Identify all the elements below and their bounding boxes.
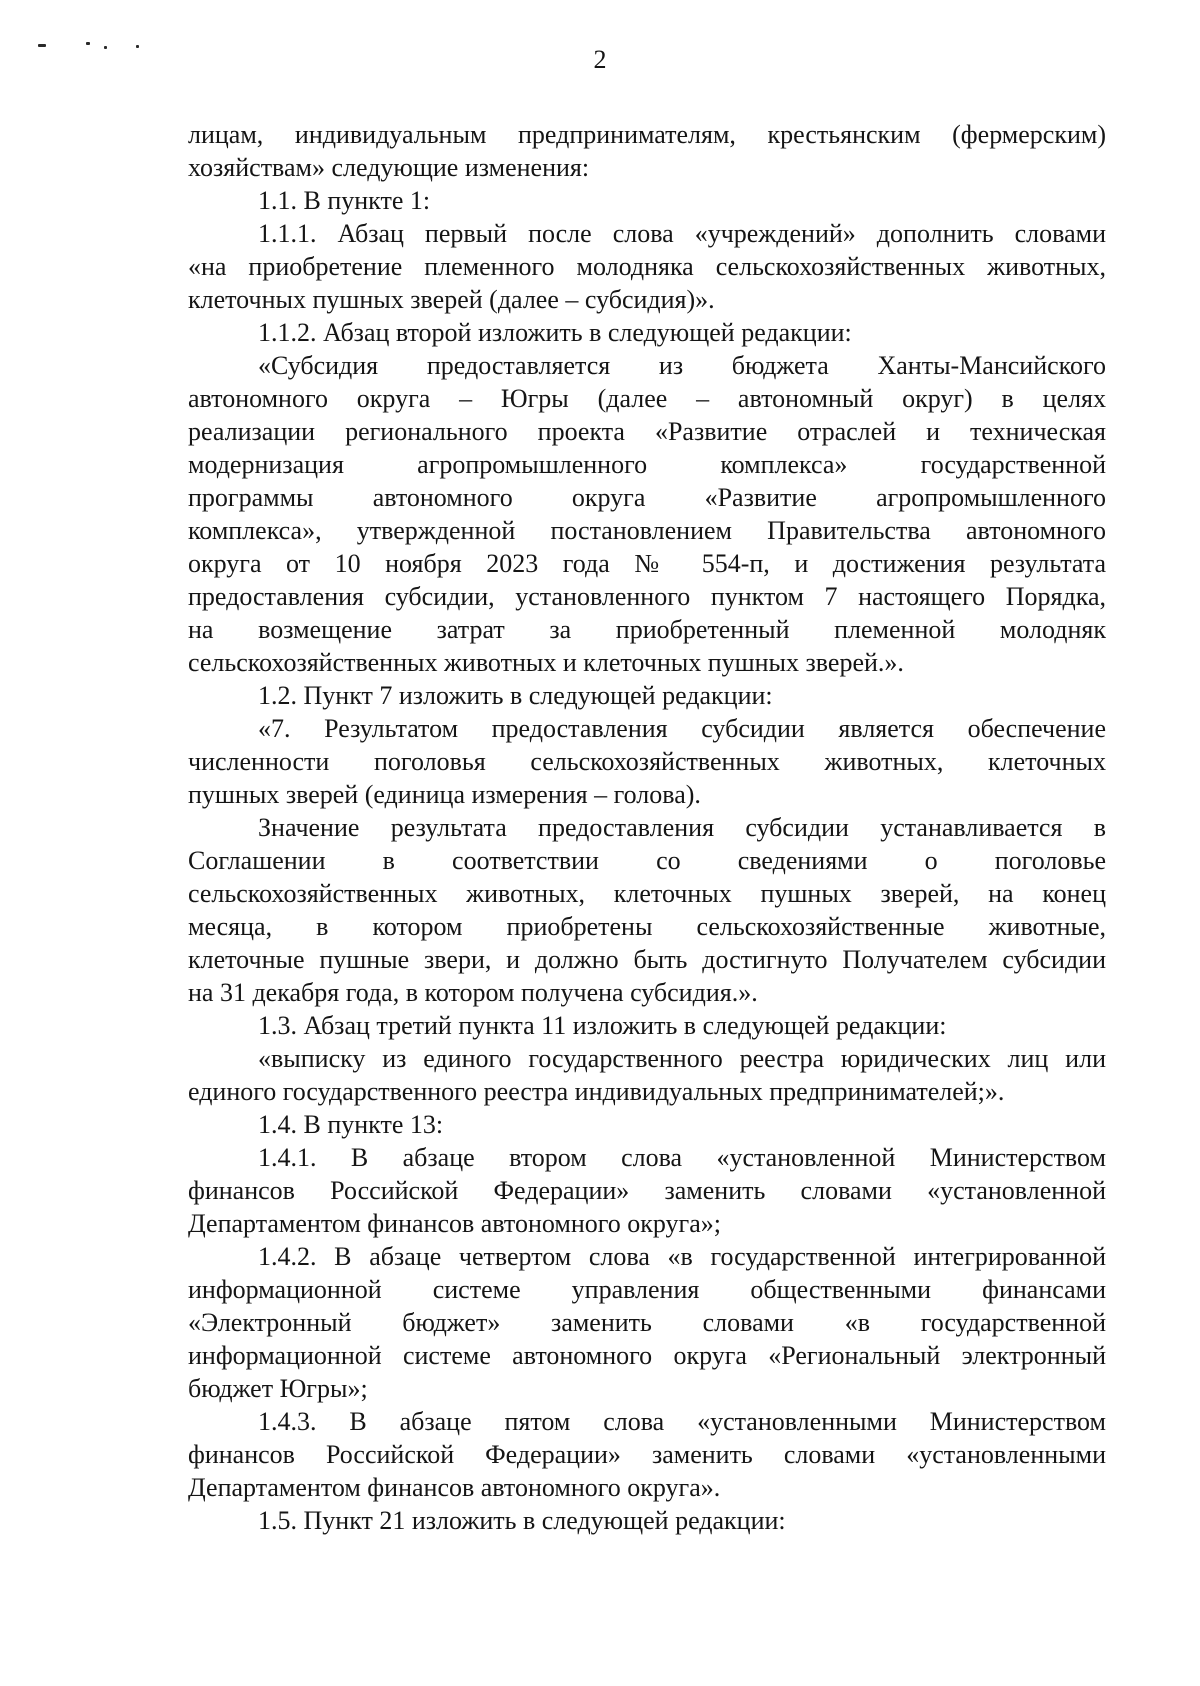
paragraph-p1-2	[188, 679, 1106, 712]
text-line: сельскохозяйственных животных и клеточных пушных зверей.».	[188, 648, 904, 677]
text-line: сельскохозяйственных животных, клеточных пушных зверей, на конец	[188, 879, 1106, 908]
paragraph-p1-4-1	[188, 1141, 1106, 1240]
paragraph-p1-3-quote	[188, 1042, 1106, 1108]
text-line: предоставления субсидии, установленного пунктом 7 настоящего Порядка,	[188, 582, 1106, 611]
text-line: автономного округа – Югры (далее – автономный округ) в целях	[188, 384, 1106, 413]
text-line: клеточные пушные звери, и должно быть достигнуто Получателем субсидии	[188, 945, 1106, 974]
text-line: 1.1. В пункте 1:	[258, 186, 431, 215]
text-line: «Субсидия предоставляется из бюджета Ханты-Мансийского	[258, 351, 1106, 380]
text-line: финансов Российской Федерации» заменить словами «установленными	[188, 1440, 1106, 1469]
text-line: комплекса», утвержденной постановлением Правительства автономного	[188, 516, 1106, 545]
text-line: «7. Результатом предоставления субсидии является обеспечение	[258, 714, 1106, 743]
text-line: месяца, в котором приобретены сельскохозяйственные животные,	[188, 912, 1106, 941]
text-line: 1.5. Пункт 21 изложить в следующей редакции:	[258, 1506, 786, 1535]
paragraph-p1-4-2	[188, 1240, 1106, 1405]
paragraph-p1-1-2-quote	[188, 349, 1106, 679]
text-line: Значение результата предоставления субсидии устанавливается в	[258, 813, 1106, 842]
text-line: на возмещение затрат за приобретенный племенной молодняк	[188, 615, 1106, 644]
text-line: «Электронный бюджет» заменить словами «в государственной	[188, 1308, 1106, 1337]
text-line: финансов Российской Федерации» заменить словами «установленной	[188, 1176, 1106, 1205]
text-line: лицам, индивидуальным предпринимателям, крестьянским (фермерским)	[188, 120, 1106, 149]
text-line: бюджет Югры»;	[188, 1374, 368, 1403]
text-line: информационной системе автономного округа «Региональный электронный	[188, 1341, 1106, 1370]
text-line: округа от 10 ноября 2023 года № 554-п, и достижения результата	[188, 549, 1106, 578]
paragraph-p1-4	[188, 1108, 1106, 1141]
text-line: хозяйствам» следующие изменения:	[188, 153, 590, 182]
paragraph-p1-4-3	[188, 1405, 1106, 1504]
text-line: модернизация агропромышленного комплекса» государственной	[188, 450, 1106, 479]
text-line: единого государственного реестра индивидуальных предпринимателей;».	[188, 1077, 1005, 1106]
paragraph-p1-5	[188, 1504, 1106, 1537]
page-number: 2	[593, 45, 607, 74]
text-line: Соглашении в соответствии со сведениями о поголовье	[188, 846, 1106, 875]
text-line: пушных зверей (единица измерения – голова).	[188, 780, 701, 809]
text-line: программы автономного округа «Развитие агропромышленного	[188, 483, 1106, 512]
text-line: на 31 декабря года, в котором получена субсидия.».	[188, 978, 758, 1007]
document-body	[188, 118, 1106, 1537]
paragraph-intro	[188, 118, 1106, 184]
text-line: 1.1.1. Абзац первый после слова «учреждений» дополнить словами	[258, 219, 1106, 248]
text-line: «на приобретение племенного молодняка сельскохозяйственных животных,	[188, 252, 1106, 281]
paragraph-p1-1-1	[188, 217, 1106, 316]
text-line: информационной системе управления общественными финансами	[188, 1275, 1106, 1304]
paragraph-p1-2-value	[188, 811, 1106, 1009]
text-line: клеточных пушных зверей (далее – субсидия)».	[188, 285, 715, 314]
paragraph-p1-3	[188, 1009, 1106, 1042]
text-line: «выписку из единого государственного реестра юридических лиц или	[258, 1044, 1106, 1073]
text-line: реализации регионального проекта «Развитие отраслей и техническая	[188, 417, 1106, 446]
text-line: 1.4.1. В абзаце втором слова «установленной Министерством	[258, 1143, 1106, 1172]
text-line: Департаментом финансов автономного округа»;	[188, 1209, 721, 1238]
text-line: 1.1.2. Абзац второй изложить в следующей редакции:	[258, 318, 852, 347]
text-line: Департаментом финансов автономного округа».	[188, 1473, 721, 1502]
text-line: 1.2. Пункт 7 изложить в следующей редакции:	[258, 681, 773, 710]
paragraph-p1-1-2	[188, 316, 1106, 349]
text-line: 1.4.3. В абзаце пятом слова «установленными Министерством	[258, 1407, 1106, 1436]
paragraph-p1-1	[188, 184, 1106, 217]
text-line: 1.4. В пункте 13:	[258, 1110, 444, 1139]
text-line: 1.3. Абзац третий пункта 11 изложить в следующей редакции:	[258, 1011, 947, 1040]
text-line: численности поголовья сельскохозяйственных животных, клеточных	[188, 747, 1106, 776]
text-line: 1.4.2. В абзаце четвертом слова «в государственной интегрированной	[258, 1242, 1106, 1271]
paragraph-p1-2-quote	[188, 712, 1106, 811]
